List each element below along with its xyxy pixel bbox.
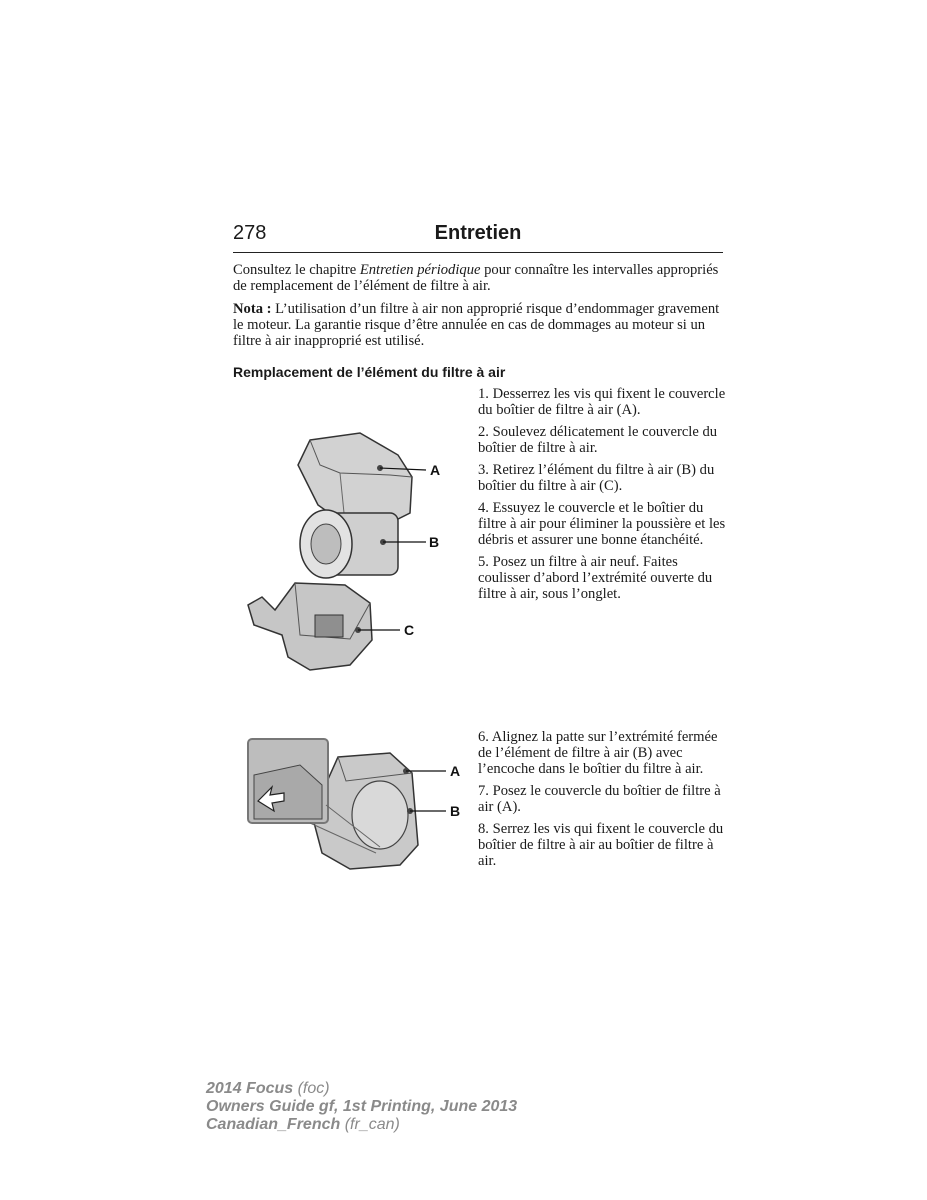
footer-line-1: 2014 Focus (foc) (206, 1080, 330, 1097)
section-heading: Remplacement de l’élément du filtre à air (233, 364, 506, 380)
note-paragraph (233, 301, 723, 349)
step-1: 1. Desserrez les vis qui fixent le couvercle du boîtier de filtre à air (A). (478, 386, 726, 418)
intro-italic-reference: Entretien périodique (359, 262, 481, 278)
figure2-label-a: A (450, 763, 461, 779)
step-6: 6. Alignez la patte sur l’extrémité fermée de l’élément de filtre à air (B) avec l’encoche dans le boîtier du filtre à air. (478, 729, 718, 777)
step-3: 3. Retirez l’élément du filtre à air (B) du boîtier du filtre à air (C). (478, 462, 715, 494)
figure1-label-b: B (429, 534, 440, 550)
filter-housing-shape (248, 583, 372, 670)
step-5: 5. Posez un filtre à air neuf. Faites coulisser d’abord l’extrémité ouverte du filtre à air, sous l’onglet. (478, 554, 713, 602)
footer-line-3: Canadian_French (fr_can) (206, 1116, 400, 1133)
steps-list-part2 (478, 729, 728, 875)
document-footer (206, 1080, 517, 1134)
air-filter-exploded-figure (240, 425, 460, 685)
note-text: L’utilisation d’un filtre à air non approprié risque d’endommager gravement le moteur. La garantie risque d’être annulée en cas de dommages au moteur si un filtre à air inapproprié est utilisé. (233, 301, 720, 349)
step-7: 7. Posez le couvercle du boîtier de filtre à air (A). (478, 783, 721, 815)
filter-cover-shape (298, 433, 412, 525)
footer-line-2: Owners Guide gf, 1st Printing, June 2013 (206, 1098, 518, 1115)
steps-list-part1 (478, 386, 728, 608)
step-2: 2. Soulevez délicatement le couvercle du boîtier de filtre à air. (478, 424, 718, 456)
air-filter-assembled-figure (240, 735, 465, 875)
figure1-label-c: C (404, 622, 415, 638)
step-8: 8. Serrez les vis qui fixent le couvercle du boîtier de filtre à air au boîtier de filtre à air. (478, 821, 724, 869)
intro-paragraph (233, 262, 723, 294)
figure1-label-a: A (430, 462, 441, 478)
intro-text-start: Consultez le chapitre (233, 262, 360, 278)
page-number: 278 (233, 222, 267, 244)
page-header (233, 222, 723, 253)
step-4: 4. Essuyez le couvercle et le boîtier du filtre à air pour éliminer la poussière et les débris et assurer une bonne étanchéité. (478, 500, 726, 548)
note-label: Nota : (233, 301, 272, 317)
intro-text-end: pour connaître les intervalles appropriés de remplacement de l’élément de filtre à air. (233, 262, 719, 294)
figure2-label-b: B (450, 803, 461, 819)
page-title: Entretien (434, 222, 522, 244)
